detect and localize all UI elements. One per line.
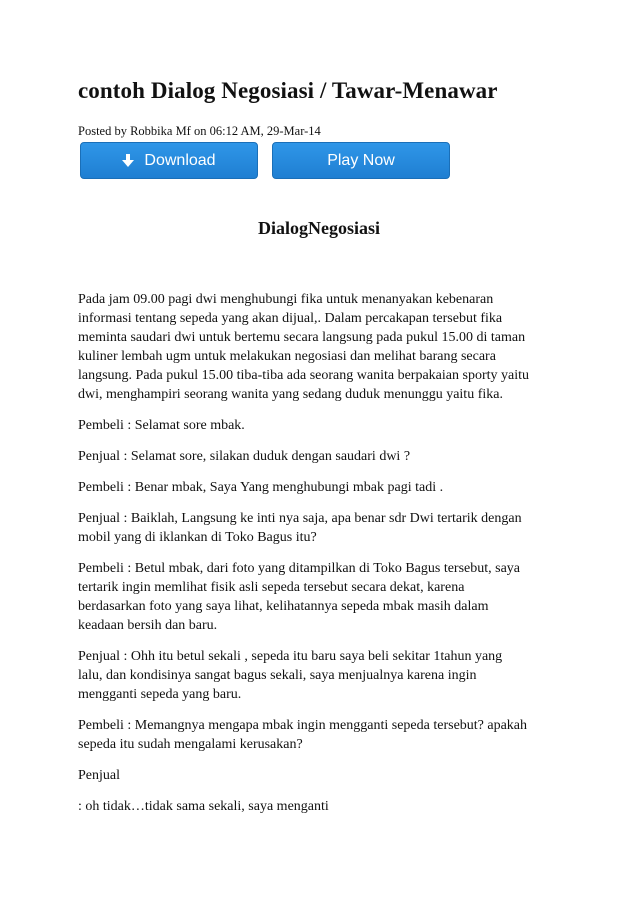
paragraph: Penjual : Selamat sore, silakan duduk dengan saudari dwi ? (78, 449, 411, 464)
paragraph: Pembeli : Memangnya mengapa mbak ingin mengganti sepeda tersebut? apakah sepeda itu sudah mengalami kerusakan? (78, 718, 528, 752)
post-title: contoh Dialog Negosiasi / Tawar-Menawar (78, 78, 498, 103)
paragraph: Pembeli : Betul mbak, dari foto yang ditampilkan di Toko Bagus tersebut, saya tertarik ingin memlihat fisik asli sepeda tersebut secara dekat, karena berdasarkan foto yang saya lihat, kelihatannya sepeda mbak masih dalam keadaan bersih dan baru. (78, 561, 521, 633)
paragraph: : oh tidak…tidak sama sekali, saya menganti (78, 799, 329, 814)
paragraph: Penjual : Ohh itu betul sekali , sepeda itu baru saya beli sekitar 1tahun yang lalu, dan kondisinya sangat bagus sekali, saya menjualnya karena ingin mengganti sepeda yang baru. (78, 649, 503, 702)
paragraph: Pembeli : Selamat sore mbak. (78, 418, 245, 433)
section-heading: DialogNegosiasi (257, 218, 380, 238)
paragraph: Penjual (78, 768, 120, 783)
post-meta: Posted by Robbika Mf on 06:12 AM, 29-Mar-14 (78, 124, 321, 138)
play-now-button[interactable] (272, 142, 450, 179)
paragraph: Penjual : Baiklah, Langsung ke inti nya saja, apa benar sdr Dwi tertarik dengan mobil yang di iklankan di Toko Bagus itu? (78, 511, 522, 545)
article-body (78, 290, 568, 828)
download-arrow-icon (122, 154, 134, 168)
download-button[interactable] (80, 142, 258, 179)
play-now-label: Play Now (327, 151, 395, 169)
download-label: Download (144, 151, 216, 169)
paragraph: Pada jam 09.00 pagi dwi menghubungi fika untuk menanyakan kebenaran informasi tentang sepeda yang akan dijual,. Dalam percakapan tersebut fika meminta saudari dwi untuk bertemu secara langsung pada pukul 15.00 di taman kuliner lembah ugm untuk melakukan negosiasi dan melihat barang secara langsung. Pada pukul 15.00 tiba-tiba ada seorang wanita berpakaian sporty yaitu dwi, menghampiri seorang wanita yang sedang duduk menunggu yaitu fika. (78, 292, 529, 402)
paragraph: Pembeli : Benar mbak, Saya Yang menghubungi mbak pagi tadi . (78, 480, 444, 495)
